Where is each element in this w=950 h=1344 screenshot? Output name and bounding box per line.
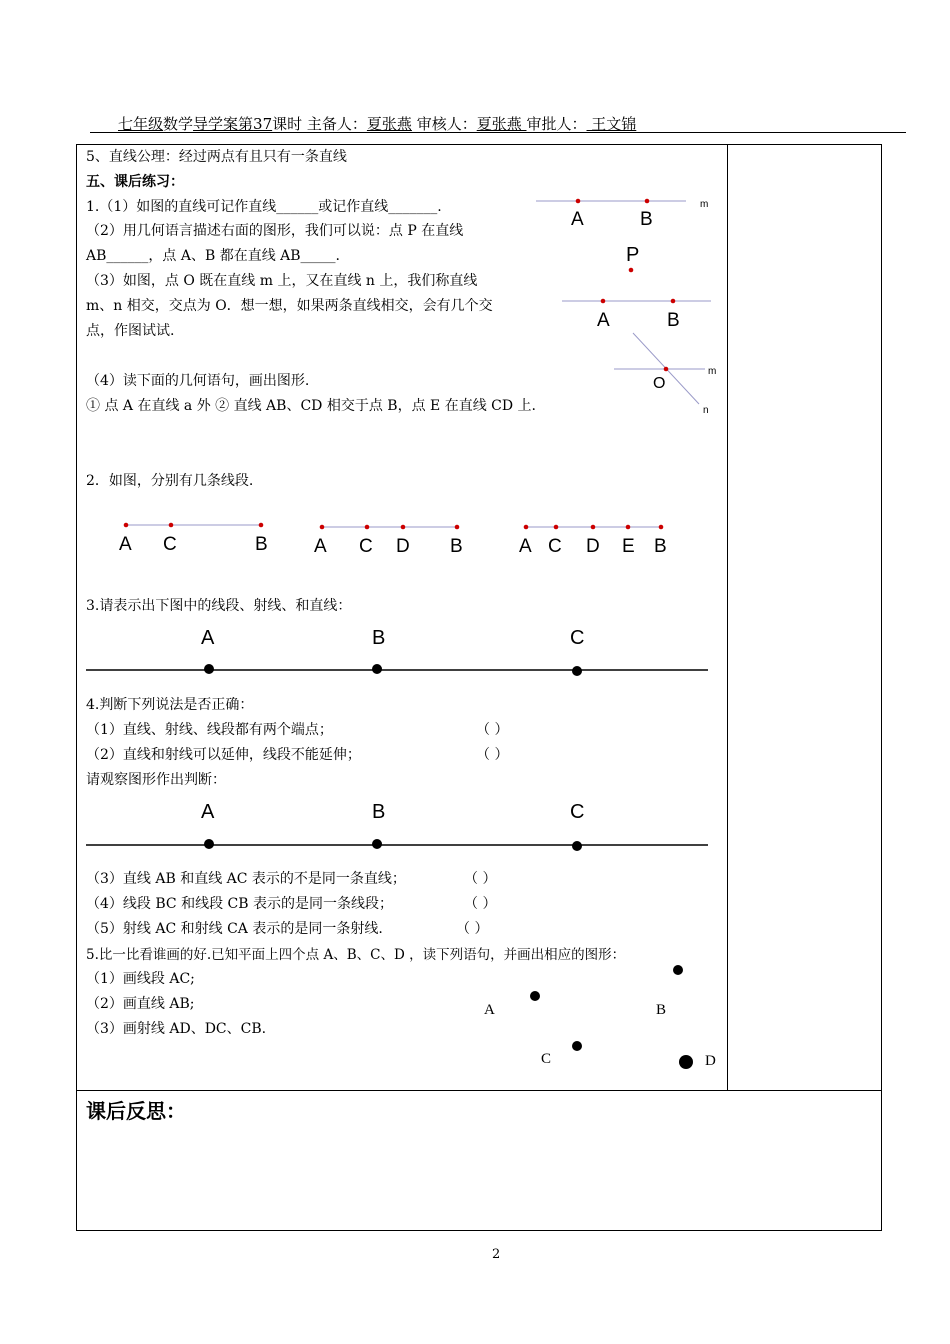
point-c: [572, 1041, 582, 1051]
point-p: [629, 268, 634, 273]
label-b: B: [372, 627, 386, 649]
q4-3: （3）直线 AB 和直线 AC 表示的不是同一条直线；: [86, 871, 406, 887]
q1-3c: 点，作图试试.: [86, 323, 175, 339]
figure-intersecting-lines: [614, 333, 716, 416]
point-a: [524, 525, 529, 530]
label-b: B: [656, 1002, 667, 1018]
line-axiom: 5、直线公理：经过两点有且只有一条直线: [86, 149, 347, 165]
label-a: A: [201, 801, 215, 823]
header-title: 七年级数学导学案第37课时 主备人：夏张燕 审核人：夏张燕 审批人： 王文锦: [118, 115, 637, 133]
segments-acdb: [314, 525, 463, 557]
label-c: C: [359, 536, 373, 557]
q4-5: （5）射线 AC 和射线 CA 表示的是同一条射线.: [86, 921, 383, 937]
label-c: C: [570, 627, 585, 649]
label-a: A: [314, 536, 327, 557]
figure-q4-line: [86, 801, 708, 851]
answer-paren: （ ）: [464, 896, 497, 912]
answer-paren: （ ）: [476, 747, 509, 763]
q4-1: （1）直线、射线、线段都有两个端点；: [86, 722, 333, 738]
label-b: B: [667, 310, 680, 331]
segments-acdeb: [519, 525, 667, 557]
point-c: [572, 841, 582, 851]
q5-1: （1）画线段 AC;: [86, 971, 195, 987]
label-m: m: [700, 199, 709, 210]
point-b: [673, 965, 683, 975]
point-b: [259, 523, 264, 528]
q1-2b: AB______，点 A、B 都在直线 AB_____.: [86, 248, 340, 264]
figure-line-ab: [536, 199, 708, 230]
segments-acb: [119, 523, 268, 555]
label-b: B: [654, 536, 667, 557]
point-b: [645, 199, 650, 204]
label-a: A: [484, 1002, 495, 1018]
label-c: C: [570, 801, 585, 823]
point-b: [372, 839, 382, 849]
point-b: [659, 525, 664, 530]
q1-2a: （2）用几何语言描述右面的图形，我们可以说：点 P 在直线: [86, 223, 464, 239]
label-b: B: [372, 801, 386, 823]
point-a: [530, 991, 540, 1001]
q3: 3.请表示出下图中的线段、射线、和直线：: [86, 598, 352, 614]
label-b: B: [450, 536, 463, 557]
label-c: C: [163, 534, 177, 555]
point-a: [576, 199, 581, 204]
point-a: [124, 523, 129, 528]
q4-observe: 请观察图形作出判断：: [86, 772, 226, 788]
point-d: [679, 1055, 693, 1069]
reflection-title: 课后反思：: [86, 1099, 186, 1123]
q5: 5.比一比看谁画的好.已知平面上四个点 A、B、C、D ，读下列语句，并画出相应的图形：: [86, 947, 626, 963]
label-a: A: [519, 536, 532, 557]
q5-2: （2）画直线 AB;: [86, 996, 195, 1012]
label-c: C: [548, 536, 562, 557]
point-b: [671, 299, 676, 304]
q1-4b: ① 点 A 在直线 a 外 ② 直线 AB、CD 相交于点 B，点 E 在直线 CD 上.: [86, 398, 536, 414]
point-b: [372, 664, 382, 674]
answer-paren: （ ）: [464, 871, 497, 887]
point-a: [204, 664, 214, 674]
point-a: [601, 299, 606, 304]
figure-point-p: [562, 244, 711, 331]
point-o: [664, 367, 669, 372]
point-e: [626, 525, 631, 530]
point-a: [320, 525, 325, 530]
page-number: 2: [492, 1247, 501, 1262]
label-b: B: [640, 209, 653, 230]
label-c: C: [541, 1051, 552, 1067]
answer-paren: （ ）: [456, 921, 489, 937]
label-a: A: [119, 534, 132, 555]
point-a: [204, 839, 214, 849]
point-c: [572, 666, 582, 676]
label-o: O: [653, 375, 666, 392]
q1-4: （4）读下面的几何语句，画出图形.: [86, 373, 310, 389]
q4: 4.判断下列说法是否正确：: [86, 697, 254, 713]
q4-2: （2）直线和射线可以延伸，线段不能延伸；: [86, 747, 361, 763]
point-c: [169, 523, 174, 528]
point-d: [401, 525, 406, 530]
section-heading: 五、课后练习：: [86, 174, 184, 190]
point-c: [554, 525, 559, 530]
figure-q5-points: [484, 965, 716, 1069]
label-m: m: [708, 366, 717, 377]
label-p: P: [626, 244, 640, 266]
point-b: [455, 525, 460, 530]
label-b: B: [255, 534, 268, 555]
label-e: E: [622, 536, 635, 557]
label-a: A: [597, 310, 610, 331]
q5-3: （3）画射线 AD、DC、CB.: [86, 1021, 267, 1037]
q1-3a: （3）如图，点 O 既在直线 m 上，又在直线 n 上，我们称直线: [86, 273, 478, 289]
q1-1: 1.（1）如图的直线可记作直线______或记作直线_______.: [86, 199, 442, 215]
q2: 2．如图，分别有几条线段.: [86, 473, 254, 489]
figure-q3-line: [86, 627, 708, 676]
point-c: [365, 525, 370, 530]
q4-4: （4）线段 BC 和线段 CB 表示的是同一条线段；: [86, 896, 393, 912]
answer-paren: （ ）: [476, 722, 509, 738]
label-d: D: [705, 1053, 716, 1069]
q1-3b: m、n 相交，交点为 O．想一想，如果两条直线相交，会有几个交: [86, 298, 493, 314]
label-a: A: [201, 627, 215, 649]
label-d: D: [396, 536, 410, 557]
point-d: [591, 525, 596, 530]
label-n: n: [703, 405, 709, 416]
label-a: A: [571, 209, 584, 230]
label-d: D: [586, 536, 600, 557]
